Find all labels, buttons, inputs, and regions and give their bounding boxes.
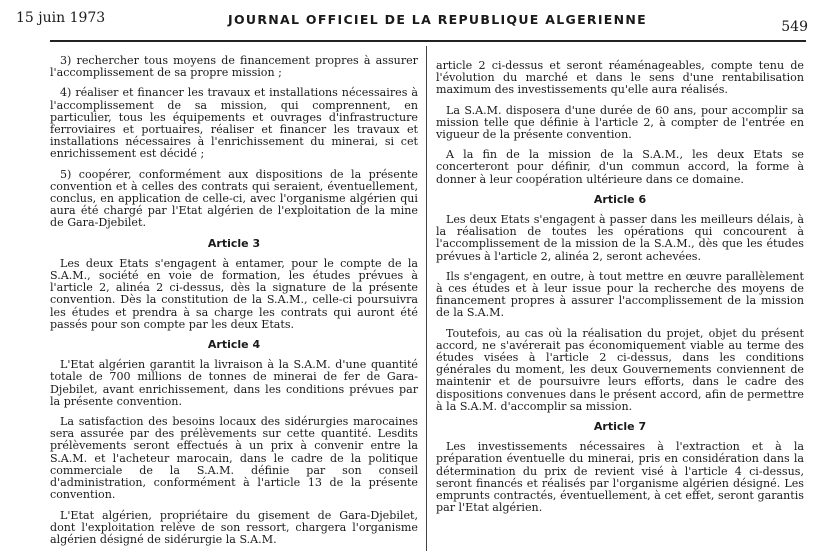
article-7-paragraph-1: Les investissements nécessaires à l'extraction et à la préparation éventuelle du minerai, pris en considération dans la détermination du prix de revient visé à l'article 4 ci-dessus, seront financés et réalisés par l'organisme algérien désigné. Les emprunts contractés, éventuellement, à cet effet, seront garantis par l'Etat algérien. bbox=[436, 440, 804, 515]
article-6-paragraph-3: Toutefois, au cas où la réalisation du projet, objet du présent accord, ne s'avérerait pas économiquement viable au terme des études visées à l'article 2 ci-dessus, dans les conditions générales du moment, les deux Gouvernements conviennent de maintenir et de poursuivre leurs efforts, dans le cadre des dispositions convenues dans le présent accord, afin de permettre à la S.A.M. d'accomplir sa mission. bbox=[436, 326, 804, 413]
right-column bbox=[436, 60, 804, 523]
article-6-paragraph-1: Les deux Etats s'engagent à passer dans les meilleurs délais, à la réalisation de toutes les opérations qui concourent à l'accomplissement de la mission de la S.A.M., dès que les études prévues à l'article 2, alinéa 2, seront achevées. bbox=[436, 213, 804, 263]
paragraph-item-4: 4) réaliser et financer les travaux et installations nécessaires à l'accomplissement de sa mission, qui comprennent, en particulier, tous les équipements et ouvrages d'infrastructure ferroviaires et portuaires, réaliser et financer les travaux et installations nécessaires à l'enrichissement du minerai, si cet enrichissement est décidé ; bbox=[50, 86, 418, 161]
article-5-end-of-mission: A la fin de la mission de la S.A.M., les deux Etats se concerteront pour définir, d'un commun accord, la forme à donner à leur coopération ultérieure dans ce domaine. bbox=[436, 148, 804, 186]
article-7-heading: Article 7 bbox=[593, 420, 647, 434]
journal-title: JOURNAL OFFICIEL DE LA REPUBLIQUE ALGERIENNE bbox=[228, 12, 647, 27]
header-rule bbox=[50, 40, 806, 42]
page-header bbox=[16, 8, 816, 35]
article-4-paragraph-2: La satisfaction des besoins locaux des sidérurgies marocaines sera assurée par des prélèvements sur cette quantité. Lesdits prélèvements seront effectués à un prix à convenir entre la S.A.M. et l'acheteur marocain, dans le cadre de la politique commerciale de la S.A.M. définie par son conseil d'administration, conformément à l'article 13 de la présente convention. bbox=[50, 415, 418, 502]
paragraph-item-3: 3) rechercher tous moyens de financement propres à assurer l'accomplissement de sa propre mission ; bbox=[50, 54, 418, 80]
left-column bbox=[50, 55, 418, 551]
article-4-paragraph-1: L'Etat algérien garantit la livraison à la S.A.M. d'une quantité totale de 700 millions de tonnes de minerai de fer de Gara-Djebilet, avant enrichissement, dans les conditions prévues par la présente convention. bbox=[50, 358, 418, 408]
article-5-continuation: article 2 ci-dessus et seront réaménageables, compte tenu de l'évolution du marché et dans le sens d'une rentabilisation maximum des investissements qu'elle aura réalisés. bbox=[436, 59, 804, 97]
article-3-paragraph: Les deux Etats s'engagent à entamer, pour le compte de la S.A.M., société en voie de formation, les études prévues à l'article 2, alinéa 2 ci-dessus, dès la signature de la présente convention. Dès la constitution de la S.A.M., celle-ci poursuivra les études et prendra à sa charge les contrats qui auront été passés pour son compte par les deux Etats. bbox=[50, 256, 418, 331]
column-divider bbox=[426, 46, 427, 551]
page-number: 549 bbox=[781, 19, 808, 35]
article-3-heading: Article 3 bbox=[207, 236, 261, 250]
article-5-duration: La S.A.M. disposera d'une durée de 60 ans, pour accomplir sa mission telle que définie à l'article 2, à compter de l'entrée en vigueur de la présente convention. bbox=[436, 103, 804, 142]
article-6-heading: Article 6 bbox=[593, 192, 647, 206]
paragraph-item-5: 5) coopérer, conformément aux dispositions de la présente convention et à celles des contrats qui seraient, éventuellement, conclus, en application de celle-ci, avec l'organisme algérien qui aura été chargé par l'Etat algérien de l'exploitation de la mine de Gara-Djebilet. bbox=[50, 167, 418, 230]
header-date: 15 juin 1973 bbox=[16, 10, 106, 26]
article-6-paragraph-2: Ils s'engagent, en outre, à tout mettre en œuvre parallèlement à ces études et à leur issue pour la recherche des moyens de financement propres à assurer l'accomplissement de la mission de la S.A.M. bbox=[436, 269, 804, 320]
article-4-heading: Article 4 bbox=[207, 338, 261, 352]
article-4-paragraph-3: L'Etat algérien, propriétaire du gisement de Gara-Djebilet, dont l'exploitation relève de son ressort, chargera l'organisme algérien désigné de sidérurgie la S.A.M. bbox=[50, 508, 418, 546]
